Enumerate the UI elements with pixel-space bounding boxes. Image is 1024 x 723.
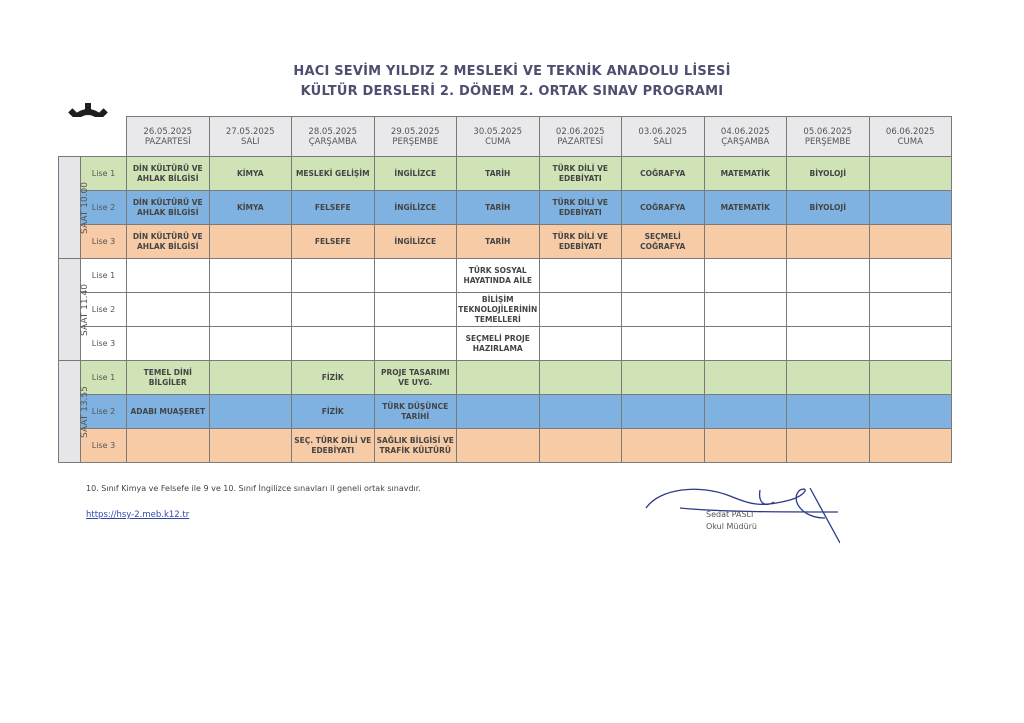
exam-cell [457,429,540,463]
exam-cell [869,395,952,429]
exam-cell [869,327,952,361]
day-date: 03.06.2025 [638,126,688,137]
day-date: 29.05.2025 [390,126,440,137]
exam-schedule-table [58,116,952,463]
exam-cell [209,361,292,395]
day-header [127,117,210,157]
exam-cell [209,293,292,327]
page-title-line2: KÜLTÜR DERSLERİ 2. DÖNEM 2. ORTAK SINAV PROGRAMI [300,84,724,99]
exam-cell [622,259,705,293]
exam-cell [209,395,292,429]
day-name: PERŞEMBE [804,136,851,147]
exam-cell [622,361,705,395]
time-slot-label [59,259,90,361]
grade-label: Lise 2 [81,395,127,429]
exam-cell: TEMEL DİNİ BİLGİLER [127,361,210,395]
exam-cell [209,259,292,293]
day-name: SALI [240,136,260,147]
day-name: CUMA [485,136,511,147]
grade-label: Lise 2 [81,191,127,225]
exam-cell [209,429,292,463]
exam-cell: FİZİK [292,361,375,395]
schedule-row [59,259,952,293]
exam-cell [539,327,622,361]
exam-cell [127,293,210,327]
day-date: 06.06.2025 [885,126,935,137]
time-slot-text: SAAT 10.00 [79,181,90,234]
exam-cell: İNGİLİZCE [374,191,457,225]
exam-cell: SEÇMELİ PROJE HAZIRLAMA [457,327,540,361]
exam-cell: FELSEFE [292,225,375,259]
schedule-row [59,429,952,463]
exam-cell: BİYOLOJİ [787,157,870,191]
grade-label: Lise 3 [81,429,127,463]
exam-cell [374,259,457,293]
schedule-row [59,293,952,327]
exam-cell [787,361,870,395]
exam-cell: TÜRK DİLİ VE EDEBİYATI [539,225,622,259]
exam-cell: DİN KÜLTÜRÜ VE AHLAK BİLGİSİ [127,157,210,191]
exam-cell: COĞRAFYA [622,157,705,191]
exam-cell: COĞRAFYA [622,191,705,225]
exam-cell [457,395,540,429]
exam-cell [127,429,210,463]
exam-cell [704,293,787,327]
exam-cell: BİYOLOJİ [787,191,870,225]
exam-cell [209,327,292,361]
exam-cell [787,225,870,259]
day-name: PAZARTESİ [557,136,604,147]
day-name: PAZARTESİ [144,136,191,147]
day-header [622,117,705,157]
day-name: ÇARŞAMBA [308,136,357,147]
exam-cell [869,191,952,225]
schedule-row [59,395,952,429]
day-date: 02.06.2025 [555,126,605,137]
exam-cell [539,361,622,395]
exam-cell [869,157,952,191]
exam-cell [787,293,870,327]
day-date: 30.05.2025 [473,126,523,137]
schedule-row [59,327,952,361]
exam-cell: TARİH [457,225,540,259]
grade-label: Lise 1 [81,157,127,191]
day-name: CUMA [897,136,923,147]
exam-cell [704,361,787,395]
exam-cell: TÜRK DİLİ VE EDEBİYATI [539,191,622,225]
exam-cell: SAĞLIK BİLGİSİ VE TRAFİK KÜLTÜRÜ [374,429,457,463]
day-header [787,117,870,157]
day-header [209,117,292,157]
exam-cell: FİZİK [292,395,375,429]
day-date: 04.06.2025 [720,126,770,137]
day-date: 27.05.2025 [225,126,275,137]
exam-cell [704,225,787,259]
exam-cell: SEÇ. TÜRK DİLİ VE EDEBİYATI [292,429,375,463]
exam-cell: TARİH [457,191,540,225]
day-date: 26.05.2025 [143,126,193,137]
day-header [374,117,457,157]
grade-label: Lise 2 [81,293,127,327]
exam-cell [869,259,952,293]
principal-name: Sedat PASLI [706,510,754,519]
exam-cell: DİN KÜLTÜRÜ VE AHLAK BİLGİSİ [127,225,210,259]
day-name: SALI [653,136,673,147]
exam-cell [787,259,870,293]
exam-cell: KİMYA [209,157,292,191]
grade-label: Lise 3 [81,327,127,361]
day-header [869,117,952,157]
day-name: ÇARŞAMBA [721,136,770,147]
exam-cell: TARİH [457,157,540,191]
day-header [539,117,622,157]
exam-cell [292,327,375,361]
header-corner [59,117,127,157]
exam-cell [622,395,705,429]
time-slot-text: SAAT 13.55 [79,385,90,438]
exam-cell [539,259,622,293]
exam-cell: SEÇMELİ COĞRAFYA [622,225,705,259]
exam-cell [869,293,952,327]
grade-label: Lise 1 [81,361,127,395]
exam-cell [622,327,705,361]
exam-cell [457,361,540,395]
exam-cell [704,395,787,429]
exam-cell: KİMYA [209,191,292,225]
exam-cell [787,395,870,429]
exam-cell [127,327,210,361]
exam-cell: PROJE TASARIMI VE UYG. [374,361,457,395]
grade-label: Lise 1 [81,259,127,293]
exam-cell [292,259,375,293]
day-name: PERŞEMBE [392,136,439,147]
exam-cell [869,429,952,463]
principal-role: Okul Müdürü [706,522,757,531]
exam-cell [704,259,787,293]
exam-cell: MESLEKİ GELİŞİM [292,157,375,191]
schedule-row [59,191,952,225]
page-title-line1: HACI SEVİM YILDIZ 2 MESLEKİ VE TEKNİK ANADOLU LİSESİ [293,64,731,79]
exam-cell: DİN KÜLTÜRÜ VE AHLAK BİLGİSİ [127,191,210,225]
day-header [457,117,540,157]
day-date: 28.05.2025 [308,126,358,137]
exam-cell: İNGİLİZCE [374,157,457,191]
exam-cell [292,293,375,327]
day-header [292,117,375,157]
school-website-link[interactable]: https://hsy-2.meb.k12.tr [86,510,190,520]
exam-cell [209,225,292,259]
day-date: 05.06.2025 [803,126,853,137]
exam-cell: TÜRK SOSYAL HAYATINDA AİLE [457,259,540,293]
exam-cell: TÜRK DİLİ VE EDEBİYATI [539,157,622,191]
exam-cell: FELSEFE [292,191,375,225]
exam-cell: İNGİLİZCE [374,225,457,259]
exam-cell: TÜRK DÜŞÜNCE TARİHİ [374,395,457,429]
exam-cell [869,361,952,395]
exam-cell [374,293,457,327]
exam-cell [622,429,705,463]
exam-cell: BİLİŞİM TEKNOLOJİLERİNİN TEMELLERİ [457,293,540,327]
time-slot-text: SAAT 11.40 [79,283,90,336]
time-slot-label [59,361,90,463]
schedule-row [59,157,952,191]
exam-cell [539,429,622,463]
exam-cell [622,293,705,327]
time-slot-label [59,157,90,259]
exam-cell [127,259,210,293]
footer-note: 10. Sınıf Kimya ve Felsefe ile 9 ve 10. Sınıf İngilizce sınavları il geneli ortak sınavdır. [86,484,421,493]
schedule-row [59,361,952,395]
exam-cell [787,327,870,361]
exam-cell [374,327,457,361]
grade-label: Lise 3 [81,225,127,259]
day-header [704,117,787,157]
exam-cell [787,429,870,463]
exam-cell [704,327,787,361]
exam-cell [539,395,622,429]
exam-cell [869,225,952,259]
schedule-row [59,225,952,259]
exam-cell: MATEMATİK [704,157,787,191]
exam-cell: MATEMATİK [704,191,787,225]
exam-cell: ADABI MUAŞERET [127,395,210,429]
exam-cell [539,293,622,327]
exam-cell [704,429,787,463]
